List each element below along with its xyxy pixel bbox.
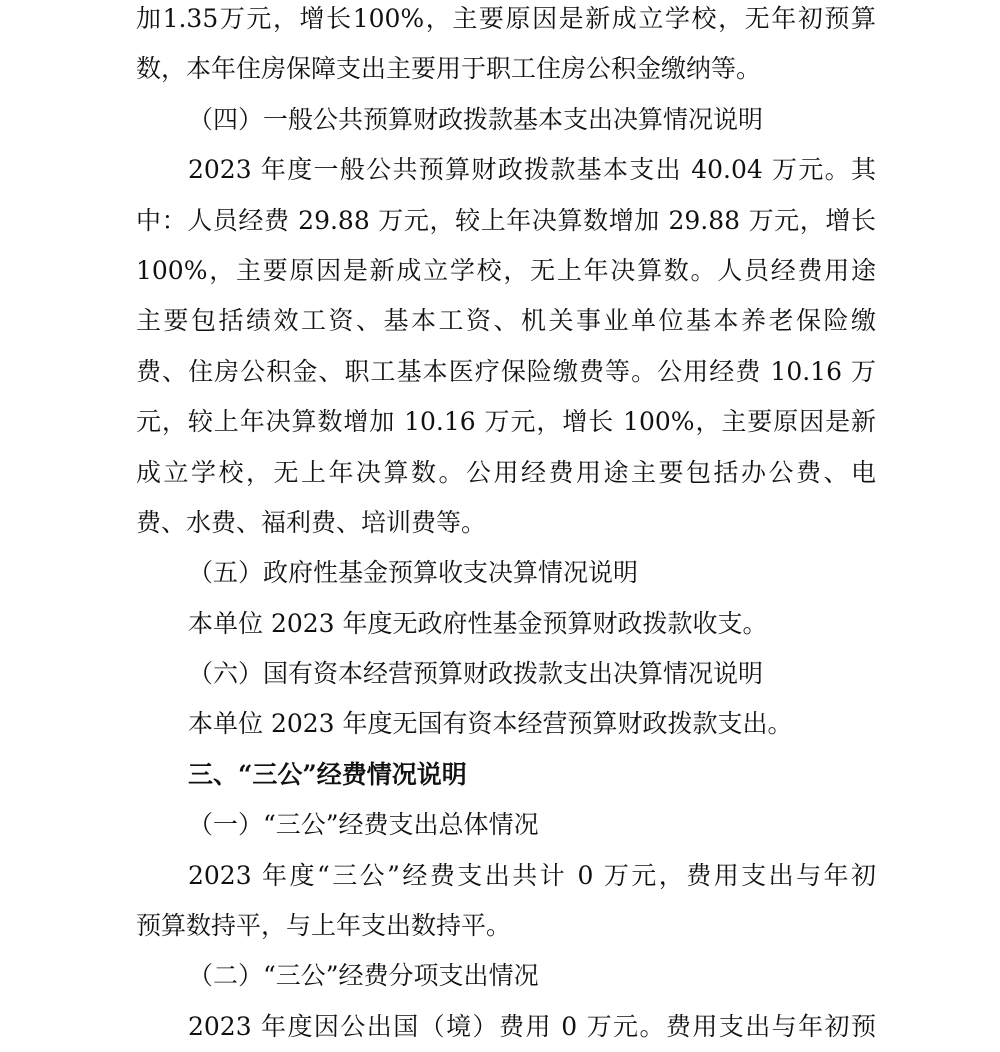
body-text-line: 费、住房公积金、职工基本医疗保险缴费等。公用经费 10.16 万 — [136, 356, 876, 386]
body-text-line: 2023 年度一般公共预算财政拨款基本支出 40.04 万元。其 — [188, 155, 876, 185]
section-heading: （五）政府性基金预算收支决算情况说明 — [188, 558, 639, 588]
chapter-heading: 三、“三公”经费情况说明 — [188, 759, 467, 789]
section-heading: （四）一般公共预算财政拨款基本支出决算情况说明 — [188, 104, 764, 134]
section-heading: （二）“三公”经费分项支出情况 — [188, 961, 539, 991]
body-text-line: 费、水费、福利费、培训费等。 — [136, 507, 487, 537]
body-text-line: 数，本年住房保障支出主要用于职工住房公积金缴纳等。 — [136, 54, 762, 84]
body-text-line: 中：人员经费 29.88 万元，较上年决算数增加 29.88 万元，增长 — [136, 205, 876, 235]
body-text-line: 主要包括绩效工资、基本工资、机关事业单位基本养老保险缴 — [136, 306, 876, 336]
body-text-line: 预算数持平，与上年支出数持平。 — [136, 911, 512, 941]
body-text-line: 加1.35万元，增长100%，主要原因是新成立学校，无年初预算 — [136, 4, 876, 33]
body-text-line: 2023 年度“三公”经费支出共计 0 万元，费用支出与年初 — [188, 860, 876, 890]
section-heading: （一）“三公”经费支出总体情况 — [188, 810, 539, 840]
body-text-line: 2023 年度因公出国（境）费用 0 万元。费用支出与年初预 — [188, 1011, 876, 1041]
body-text-line: 本单位 2023 年度无政府性基金预算财政拨款收支。 — [188, 608, 768, 638]
document-page — [136, 0, 876, 1052]
body-text-line: 100%，主要原因是新成立学校，无上年决算数。人员经费用途 — [136, 255, 876, 285]
body-text-line: 成立学校，无上年决算数。公用经费用途主要包括办公费、电 — [136, 457, 876, 487]
body-text-line: 本单位 2023 年度无国有资本经营预算财政拨款支出。 — [188, 709, 793, 739]
body-text-line: 元，较上年决算数增加 10.16 万元，增长 100%，主要原因是新 — [136, 407, 876, 437]
section-heading: （六）国有资本经营预算财政拨款支出决算情况说明 — [188, 659, 764, 689]
